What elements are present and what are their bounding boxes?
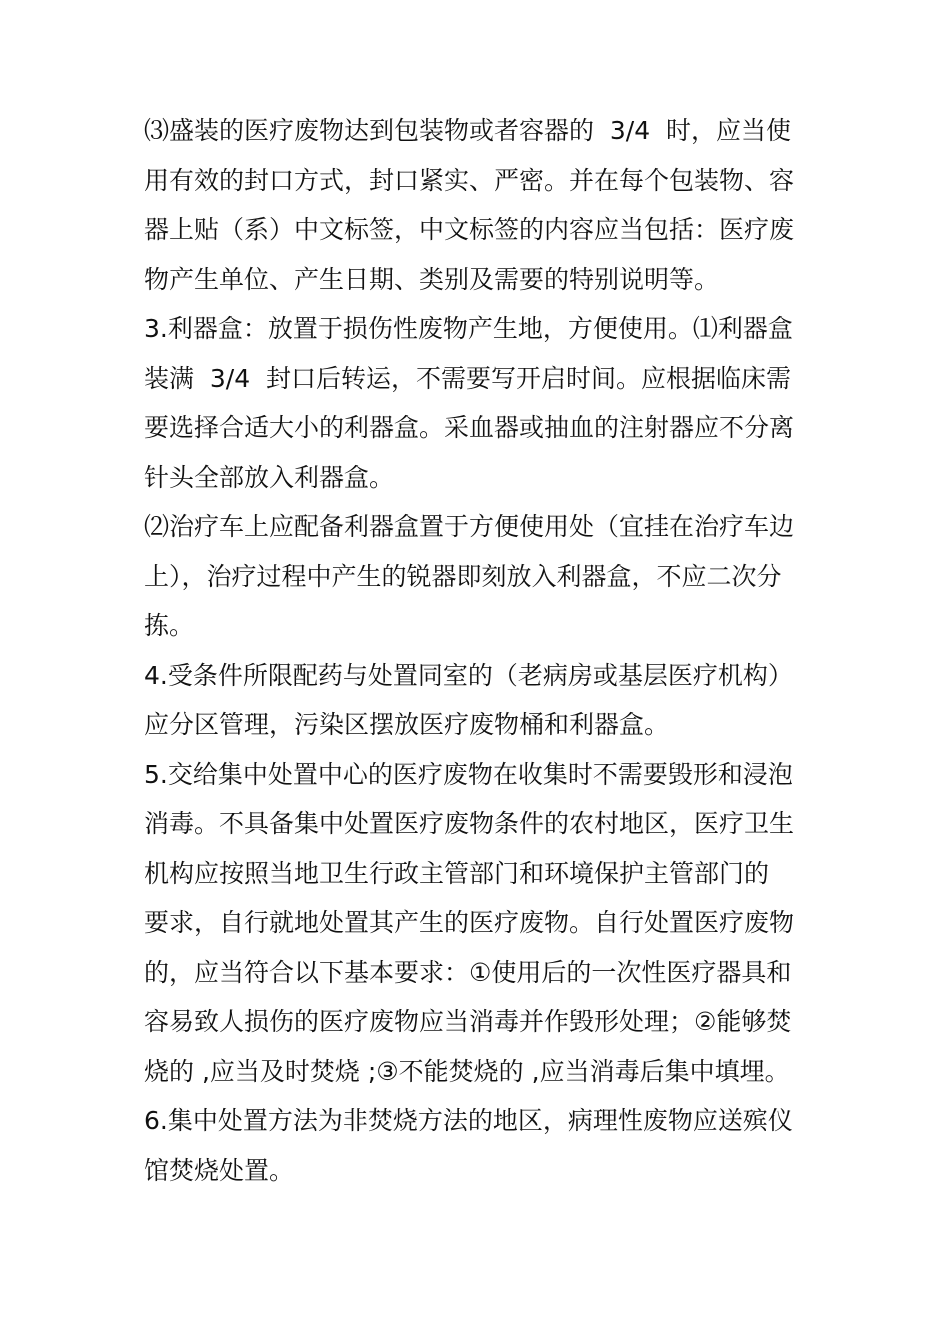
text-line: 物产生单位、产生日期、类别及需要的特别说明等。 (144, 264, 720, 294)
text-line: 要选择合适大小的利器盒。采血器或抽血的注射器应不分离 (144, 413, 795, 442)
text-line: 馆焚烧处置。 (144, 1155, 295, 1185)
text-line: 用有效的封口方式，封口紧实、严密。并在每个包装物、容 (144, 165, 795, 195)
text-line: 要求，自行就地处置其产生的医疗废物。自行处置医疗废物 (144, 908, 795, 937)
text-line: 拣。 (144, 611, 195, 640)
text-line: 3.利器盒：放置于损伤性废物产生地，方便使用。⑴利器盒 (144, 314, 793, 343)
text-line: 消毒。不具备集中处置医疗废物条件的农村地区，医疗卫生 (144, 809, 795, 838)
text-line: 容易致人损伤的医疗废物应当消毒并作毁形处理；②能够焚 (144, 1007, 792, 1036)
text-line: 烧的 ,应当及时焚烧 ;③不能焚烧的 ,应当消毒后集中填埋。 (144, 1056, 790, 1086)
text-line: 5.交给集中处置中心的医疗废物在收集时不需要毁形和浸泡 (144, 759, 793, 789)
text-line: 6.集中处置方法为非焚烧方法的地区，病理性废物应送殡仪 (144, 1106, 793, 1135)
text-line: 针头全部放入利器盒。 (144, 462, 395, 492)
text-line: 的，应当符合以下基本要求：①使用后的一次性医疗器具和 (144, 957, 792, 987)
document-body (144, 106, 844, 1195)
text-line: ⑶盛装的医疗废物达到包装物或者容器的 3/4 时，应当使 (144, 116, 792, 145)
text-line: 机构应按照当地卫生行政主管部门和环境保护主管部门的 (144, 858, 770, 888)
text-line: ⑵治疗车上应配备利器盒置于方便使用处（宜挂在治疗车边 (144, 512, 795, 541)
text-line: 器上贴（系）中文标签，中文标签的内容应当包括：医疗废 (144, 215, 795, 244)
text-line: 应分区管理，污染区摆放医疗废物桶和利器盒。 (144, 710, 670, 739)
text-line: 装满 3/4 封口后转运，不需要写开启时间。应根据临床需 (144, 363, 792, 393)
text-line: 上），治疗过程中产生的锐器即刻放入利器盒，不应二次分 (144, 561, 782, 591)
text-line: 4.受条件所限配药与处置同室的（老病房或基层医疗机构） (144, 660, 793, 690)
